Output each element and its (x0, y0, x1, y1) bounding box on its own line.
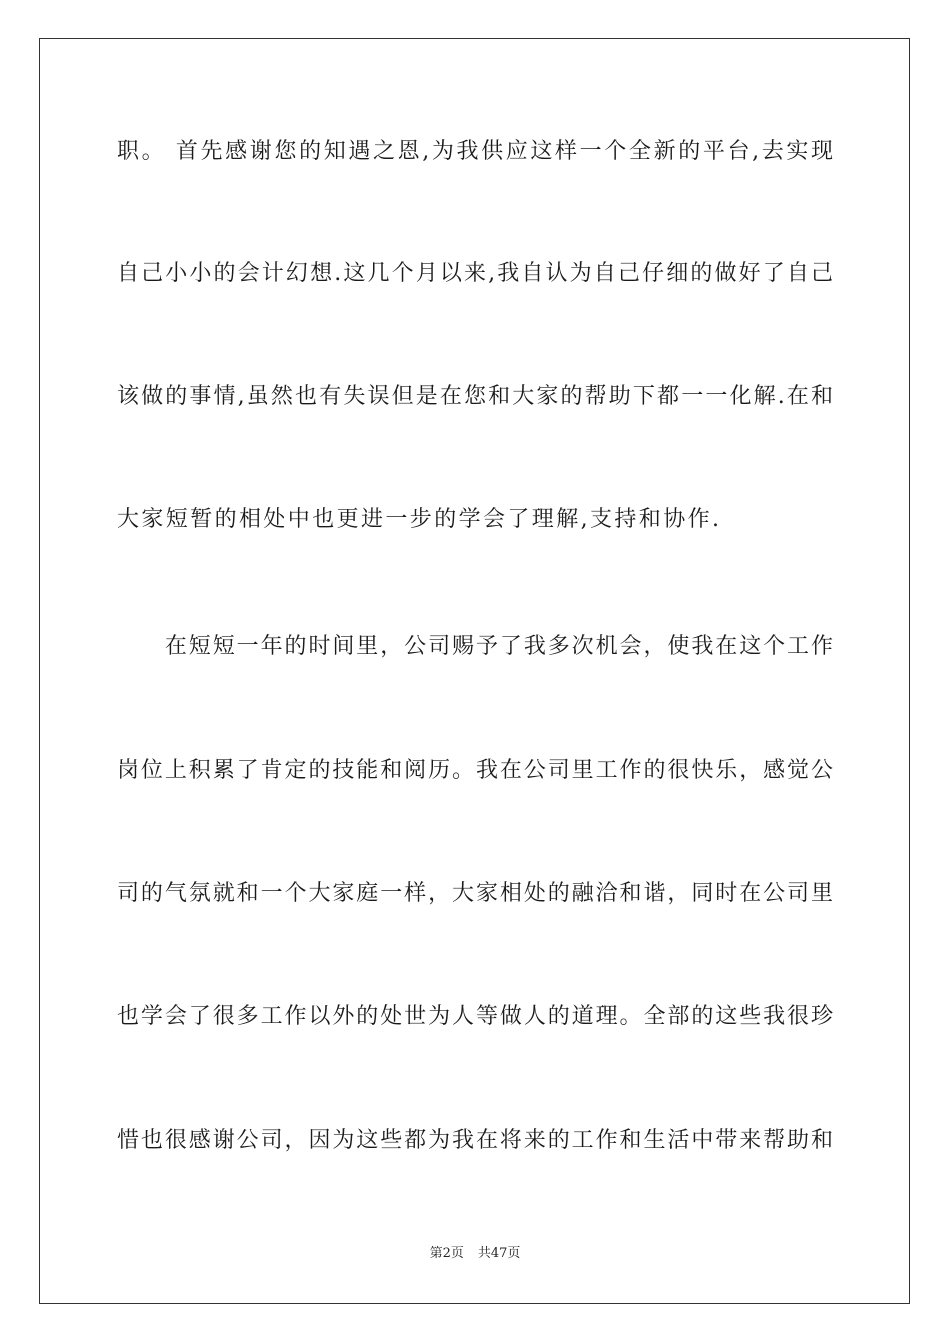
page-total: 共47页 (477, 1246, 521, 1261)
page-border (39, 38, 910, 1304)
body-text-line: 自己小小的会计幻想.这几个月以来,我自认为自己仔细的做好了自己 (117, 261, 833, 286)
body-text-line: 惜也很感谢公司，因为这些都为我在将来的工作和生活中带来帮助和 (117, 1128, 833, 1153)
body-text-line: 也学会了很多工作以外的处世为人等做人的道理。全部的这些我很珍 (117, 1004, 833, 1029)
body-text-line: 司的气氛就和一个大家庭一样，大家相处的融洽和谐，同时在公司里 (117, 881, 833, 906)
body-text-line: 职。 首先感谢您的知遇之恩,为我供应这样一个全新的平台,去实现 (117, 139, 833, 164)
body-text-line: 岗位上积累了肯定的技能和阅历。我在公司里工作的很快乐，感觉公 (117, 758, 833, 783)
body-text-line: 大家短暂的相处中也更进一步的学会了理解,支持和协作. (117, 507, 722, 532)
page-number: 第2页 (429, 1246, 464, 1261)
body-text-line: 该做的事情,虽然也有失误但是在您和大家的帮助下都一一化解.在和 (117, 384, 833, 409)
page-footer (0, 1245, 950, 1263)
body-text-line: 在短短一年的时间里，公司赐予了我多次机会，使我在这个工作 (117, 634, 833, 659)
